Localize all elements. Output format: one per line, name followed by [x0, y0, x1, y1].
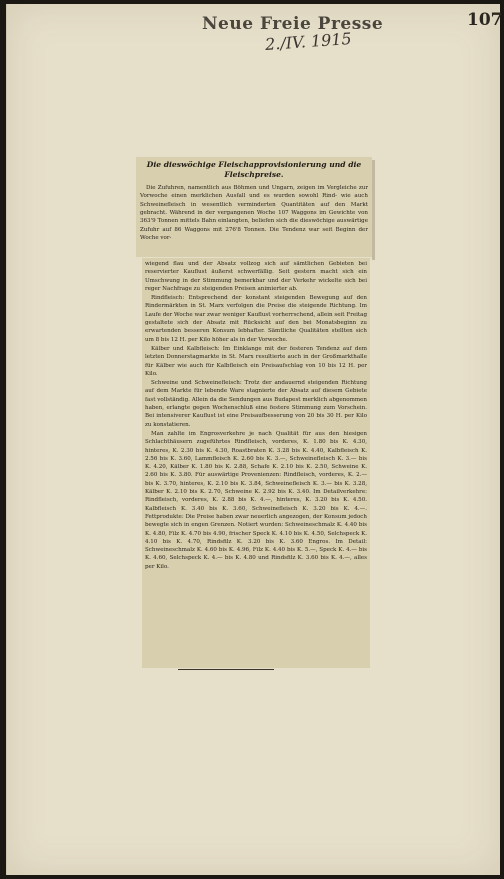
clipping-bottom	[142, 258, 370, 668]
clipping-top	[136, 157, 372, 257]
article-paragraph-kaelber: Kälber und Kalbfleisch: Im Einklange mit der festeren Tendenz auf dem letzten Donnerstagmarkte in St. Marx resultierte auch in der Großmarkthalle für Kälber wie auch für Kalbfleisch ein Preisaufschlag von 10 bis 12 H. per Kilo.	[145, 345, 367, 377]
handwritten-date: 2./IV. 1915	[264, 29, 353, 54]
article-paragraph-rindfleisch: Rindfleisch: Entsprechend der konstant steigenden Bewegung auf den Rindermärkten in St. Marx verfolgen die Preise die steigende Richtung. Im Laufe der Woche war zwar weniger Kauflust vorherrschend, allein seit Freitag gestaltete sich der Absatz mit Rücksicht auf den bei Monatsbeginn zu erwartenden besseren Konsum lebhafter. Sämtliche Qualitäten stellten sich um 8 bis 12 H. per Kilo höher als in der Vorwoche.	[145, 295, 367, 343]
article-headline: Die dieswöchige Fleischapprovisionierung und die Fleischpreise.	[146, 160, 362, 179]
page-number: 107	[467, 10, 503, 30]
newspaper-title: Neue Freie Presse	[202, 14, 384, 34]
article-paragraph-schweine: Schweine und Schweinefleisch: Trotz der andauernd steigenden Richtung auf dem Markte für lebende Ware stagnierte der Absatz auf diesem Gebiete fast vollständig. Allein da die Sendungen aus Budapest merklich abgenommen haben, erlangte gegen Wochenschluß eine festere Stimmung zum Vorschein. Bei intensiverer Kauflust ist eine Preisaufbesserung von 20 bis 30 H. per Kilo zu konstatieren.	[145, 380, 367, 428]
article-paragraph-prices: Man zahlte im Engrosverkehre je nach Qualität für aus den hiesigen Schlachthäusern zugeführtes Rindfleisch, vorderes, K. 1.80 bis K. 4.30, hinteres, K. 2.30 bis K. 4.30, Roastbraten K. 3.28 bis K. 4.40, Kalbfleisch K. 2.56 bis K. 3.60, Lammfleisch K. 2.60 bis K. 3.—, Schweinefleisch K. 3.— bis K. 4.20, Kälber K. 1.80 bis K. 2.88, Schafe K. 2.10 bis K. 2.50, Schweine K. 2.60 bis K. 3.80. Für auswärtige Provenienzen: Rindfleisch, vorderes, K. 2.— bis K. 3.70, hinteres, K. 2.10 bis K. 3.84, Schweinefleisch K. 3.— bis K. 3.28, Kälber K. 2.10 bis K. 2.70, Schweine K. 2.92 bis K. 3.40. Im Detailverkehre: Rindfleisch, vorderes, K. 2.88 bis K. 4.—, hinteres, K. 3.20 bis K. 4.50. Kalbfleisch K. 3.40 bis K. 3.60, Schweinefleisch K. 3.20 bis K. 4.—. Fettprodukte: Die Preise haben zwar neuerlich angezogen, der Konsum jedoch bewegte sich in engen Grenzen. Notiert wurden: Schweineschmalz K. 4.40 bis K. 4.80, Filz K. 4.70 bis 4.90, frischer Speck K. 4.10 bis K. 4.50, Selchspeck K. 4.10 bis K. 4.70, Rindsfilz K. 3.20 bis K. 3.60 Engros. Im Detail: Schweineschmalz K. 4.60 bis K. 4.96, Filz K. 4.40 bis K. 5.—, Speck K. 4.— bis K. 4.60, Selchspeck K. 4.— bis K. 4.80 und Rindsfilz K. 3.60 bis K. 4.—, alles per Kilo.	[145, 430, 367, 570]
clipping-edge-stain	[372, 160, 375, 260]
article-paragraph: Die Zufuhren, namentlich aus Böhmen und Ungarn, zeigen im Vergleiche zur Vorwoche einen merklichen Ausfall und es wurden sowohl Rind- wie auch Schweinefleisch in wesentlich verminderten Quantitäten auf den Markt gebracht. Während in der vergangenen Woche 107 Waggons im Gewichte von 363'9 Tonnen mittels Bahn einlangten, beliefen sich die dieswöchige auswärtige Zufuhr auf 86 Waggons mit 276'8 Tonnen. Die Tendenz war seit Beginn der Woche vor-	[140, 185, 368, 242]
end-rule	[178, 669, 274, 670]
article-paragraph: wiegend flau und der Absatz vollzog sich auf sämtlichen Gebieten bei reservierter Kauflust äußerst schwerfällig. Seit gestern macht sich ein Umschwung in der Stimmung bemerkbar und der Verkehr wickelte sich bei reger Nachfrage zu steigenden Preisen animierter ab.	[145, 261, 367, 292]
